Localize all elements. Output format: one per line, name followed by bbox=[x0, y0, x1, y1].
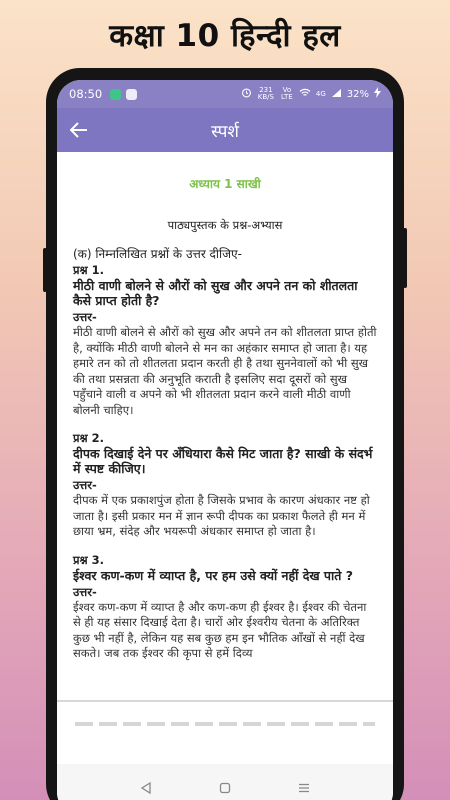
answer-label: उत्तर- bbox=[73, 584, 97, 599]
status-time: 08:50 bbox=[69, 87, 103, 101]
question-text: ईश्वर कण-कण में व्याप्त है, पर हम उसे क्यों नहीं देख पाते ? bbox=[73, 567, 353, 583]
answer-label: उत्तर- bbox=[73, 310, 97, 324]
nav-home-icon[interactable] bbox=[210, 782, 240, 798]
charging-icon bbox=[374, 87, 381, 101]
answer-text: दीपक में एक प्रकाशपुंज होता है जिसके प्रभाव के कारण अंधकार नष्ट हो जाता है। इसी प्रकार मन में ज्ञान रूपी दीपक का प्रकाश फैलते ही मन में छाया भ्रम, संदेह और भयरूपी अंधकार समाप्त हो जाता है। bbox=[73, 493, 370, 538]
answer-text: मीठी वाणी बोलने से औरों को सुख और अपने तन को शीतलता प्राप्त होती है, क्योंकि मीठी वाणी बोलने से मन का अहंकार समाप्त हो जाता है। यह हमारे तन को तो शीतलता प्रदान करती ही है तथा सुननेवालों को भी सुख की तथा प्रसन्नता की अनुभूति कराती है इसलिए सदा दूसरों को सुख पहुँचाने वाली व अपने को भी शीतलता प्रदान करने वाली मीठी वाणी बोलनी चाहिए। bbox=[73, 325, 377, 417]
status-icons bbox=[241, 87, 381, 101]
alarm-icon bbox=[241, 87, 252, 101]
question-block bbox=[73, 431, 377, 540]
answer-label: उत्तर- bbox=[73, 478, 97, 492]
app-green-icon bbox=[110, 89, 121, 100]
nav-menu-icon[interactable] bbox=[289, 782, 319, 798]
back-button[interactable] bbox=[57, 108, 101, 152]
answer-text: ईश्वर कण-कण में व्याप्त है और कण-कण ही ईश्वर है। ईश्वर की चेतना से ही यह संसार दिखाई देता है। चारों ओर ईश्वरीय चेतना के अतिरिक्त कुछ भी नहीं है, लेकिन यह सब कुछ हम इन भौतिक आँखों से नहीं देख सकते। जब तक ईश्वर की कृपा से हमें दिव्य bbox=[73, 599, 367, 660]
banner-title: कक्षा 10 हिन्दी हल bbox=[109, 18, 341, 54]
lesson-content[interactable] bbox=[57, 152, 393, 704]
signal-type: 4G bbox=[315, 89, 326, 98]
section-title: पाठ्यपुस्तक के प्रश्न-अभ्यास bbox=[167, 218, 283, 232]
nav-back-icon[interactable] bbox=[131, 782, 161, 798]
status-bar bbox=[57, 80, 393, 108]
chapter-title: अध्याय 1 साखी bbox=[189, 177, 261, 191]
phone-frame bbox=[46, 68, 404, 800]
question-label: प्रश्न 3. bbox=[73, 552, 105, 567]
signal-icon bbox=[331, 88, 342, 101]
app-bar bbox=[57, 108, 393, 152]
volume-button bbox=[43, 248, 47, 292]
question-label: प्रश्न 1. bbox=[73, 263, 105, 277]
question-text: दीपक दिखाई देने पर अँधियारा कैसे मिट जाता है? साखी के संदर्भ में स्पष्ट कीजिए। bbox=[73, 446, 373, 476]
system-nav-bar bbox=[57, 764, 393, 800]
question-text: मीठी वाणी बोलने से औरों को सुख और अपने तन को शीतलता कैसे प्राप्त होती है? bbox=[73, 278, 358, 308]
question-block bbox=[73, 263, 377, 418]
question-label: प्रश्न 2. bbox=[73, 431, 105, 445]
wifi-icon bbox=[299, 88, 311, 101]
gallery-icon bbox=[126, 89, 137, 100]
arrow-left-icon bbox=[70, 122, 88, 138]
app-title: स्पर्श bbox=[211, 121, 239, 142]
volte-indicator: Vo LTE bbox=[281, 86, 293, 101]
question-block bbox=[73, 553, 377, 662]
network-speed: 231 KB/S bbox=[257, 86, 274, 101]
ad-banner[interactable] bbox=[57, 702, 393, 764]
ad-text-faded bbox=[75, 722, 375, 726]
power-button bbox=[403, 228, 407, 288]
instruction-text: (क) निम्नलिखित प्रश्नों के उत्तर दीजिए- bbox=[73, 247, 243, 261]
phone-screen bbox=[57, 80, 393, 800]
battery-percent: 32% bbox=[346, 88, 369, 100]
